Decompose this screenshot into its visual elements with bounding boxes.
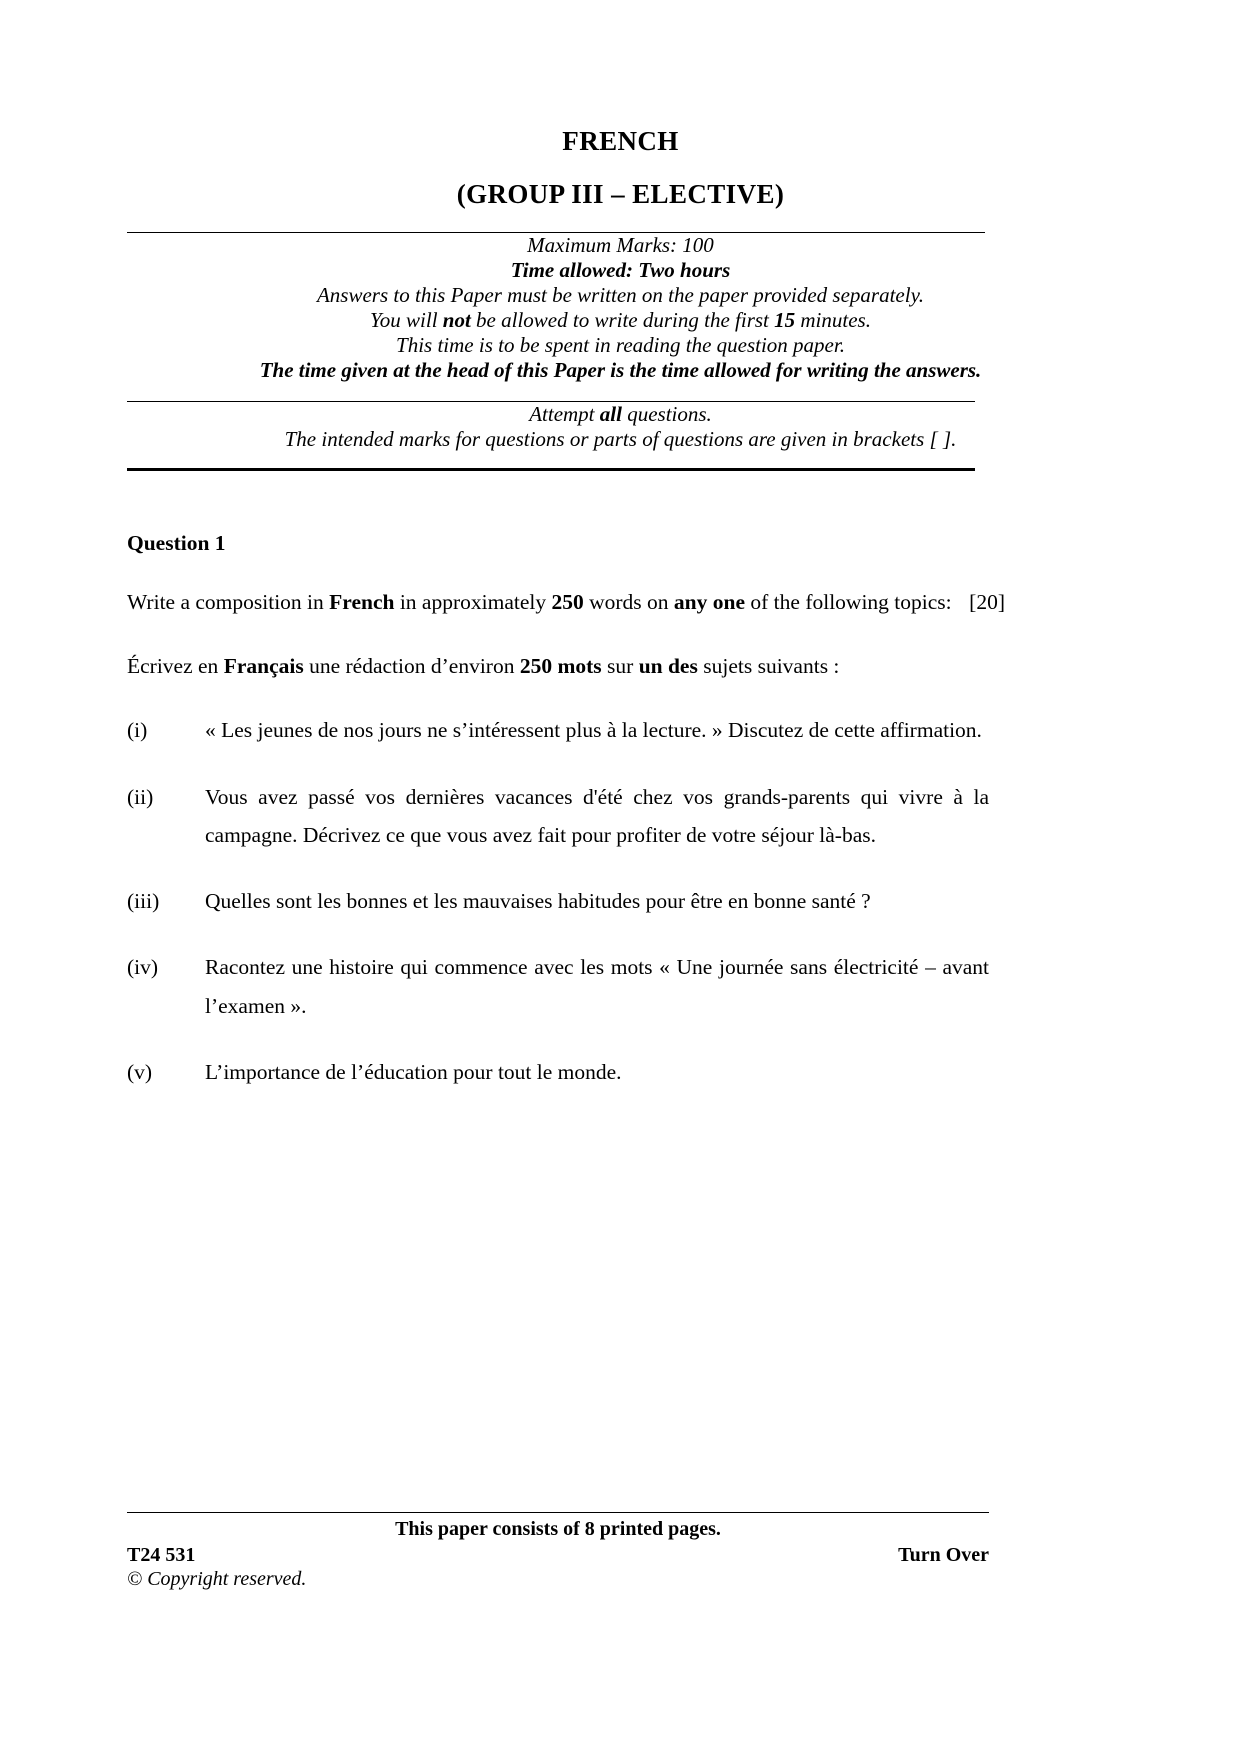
printed-pages-note: This paper consists of 8 printed pages. [395, 1518, 721, 1540]
divider-footer [127, 1512, 989, 1513]
topic-number: (i) [127, 718, 148, 743]
answers-separate-line: Answers to this Paper must be written on the paper provided separately. [316, 283, 924, 307]
no-writing-text-2: be allowed to write during the first [470, 308, 775, 332]
intro-text-2: in approximately [394, 590, 552, 614]
time-allowed-line: Time allowed: Two hours [510, 258, 731, 282]
attempt-text-2: questions. [621, 402, 712, 426]
question-content [127, 531, 1005, 1091]
no-writing-text-3: minutes. [795, 308, 871, 332]
intro-fr-emphasis-undes: un des [638, 653, 698, 678]
no-writing-text-1: You will [370, 308, 443, 332]
attempt-all-line [0, 402, 1241, 427]
question-heading: Question 1 [127, 531, 226, 555]
intro-fr-text-2: une rédaction d’environ [303, 653, 520, 678]
intro-emphasis-anyone: any one [673, 590, 746, 614]
topic-text: L’importance de l’éducation pour tout le monde. [205, 1059, 622, 1084]
head-time-line: The time given at the head of this Paper is the time allowed for writing the answers. [259, 358, 982, 382]
turn-over-label: Turn Over [898, 1544, 989, 1566]
instructions-block [0, 233, 1241, 383]
list-item [127, 1053, 989, 1091]
paper-header [0, 128, 1241, 208]
intro-fr-emphasis-mots: 250 mots [519, 653, 602, 678]
footer-row [127, 1544, 989, 1567]
intended-marks-line: The intended marks for questions or parts of questions are given in brackets [ ]. [284, 427, 957, 451]
topic-text: Vous avez passé vos dernières vacances d'été chez vos grands-parents qui vivre à la campagne. Décrivez ce que vous avez fait pour profiter de votre séjour là-bas. [205, 784, 989, 847]
intro-emphasis-french: French [329, 590, 395, 614]
intro-fr-text-4: sujets suivants : [697, 653, 840, 678]
attempt-text-1: Attempt [529, 402, 600, 426]
question-intro-english [127, 584, 1005, 622]
divider-thick [127, 468, 975, 471]
list-item [127, 882, 989, 920]
topics-list [127, 711, 989, 1091]
instructions-block-2 [0, 402, 1241, 452]
intro-text-1: Write a composition in [127, 590, 330, 614]
topic-text: Quelles sont les bonnes et les mauvaises habitudes pour être en bonne santé ? [205, 889, 871, 914]
intro-fr-emphasis-francais: Français [223, 653, 304, 678]
list-item [127, 778, 989, 855]
intro-fr-text-1: Écrivez en [127, 653, 224, 678]
topic-number: (iii) [127, 889, 160, 914]
topic-text: « Les jeunes de nos jours ne s’intéressent plus à la lecture. » Discutez de cette affirmation. [205, 718, 982, 743]
no-writing-emphasis-not: not [442, 308, 471, 332]
intro-emphasis-wordcount: 250 [551, 590, 584, 614]
maximum-marks-line: Maximum Marks: 100 [527, 233, 714, 257]
list-item [127, 948, 989, 1025]
page-subtitle: (GROUP III – ELECTIVE) [456, 179, 785, 209]
copyright-notice: © Copyright reserved. [127, 1568, 307, 1590]
intro-fr-text-3: sur [601, 653, 639, 678]
list-item [127, 711, 989, 749]
paper-code: T24 531 [127, 1544, 196, 1566]
no-writing-line [0, 308, 1241, 333]
no-writing-emphasis-minutes: 15 [774, 308, 796, 332]
marks-allocation: [20] [969, 590, 1005, 614]
question-intro-french [127, 648, 989, 686]
page-title: FRENCH [562, 126, 679, 156]
attempt-emphasis-all: all [599, 402, 622, 426]
topic-number: (v) [127, 1059, 153, 1084]
reading-time-line: This time is to be spent in reading the question paper. [396, 333, 845, 357]
page-footer [0, 1512, 1241, 1591]
intro-text-3: words on [583, 590, 674, 614]
intro-text-4: of the following topics: [745, 590, 952, 614]
topic-number: (ii) [127, 784, 154, 809]
topic-text: Racontez une histoire qui commence avec les mots « Une journée sans électricité – avant l’examen ». [205, 955, 989, 1018]
topic-number: (iv) [127, 955, 159, 980]
